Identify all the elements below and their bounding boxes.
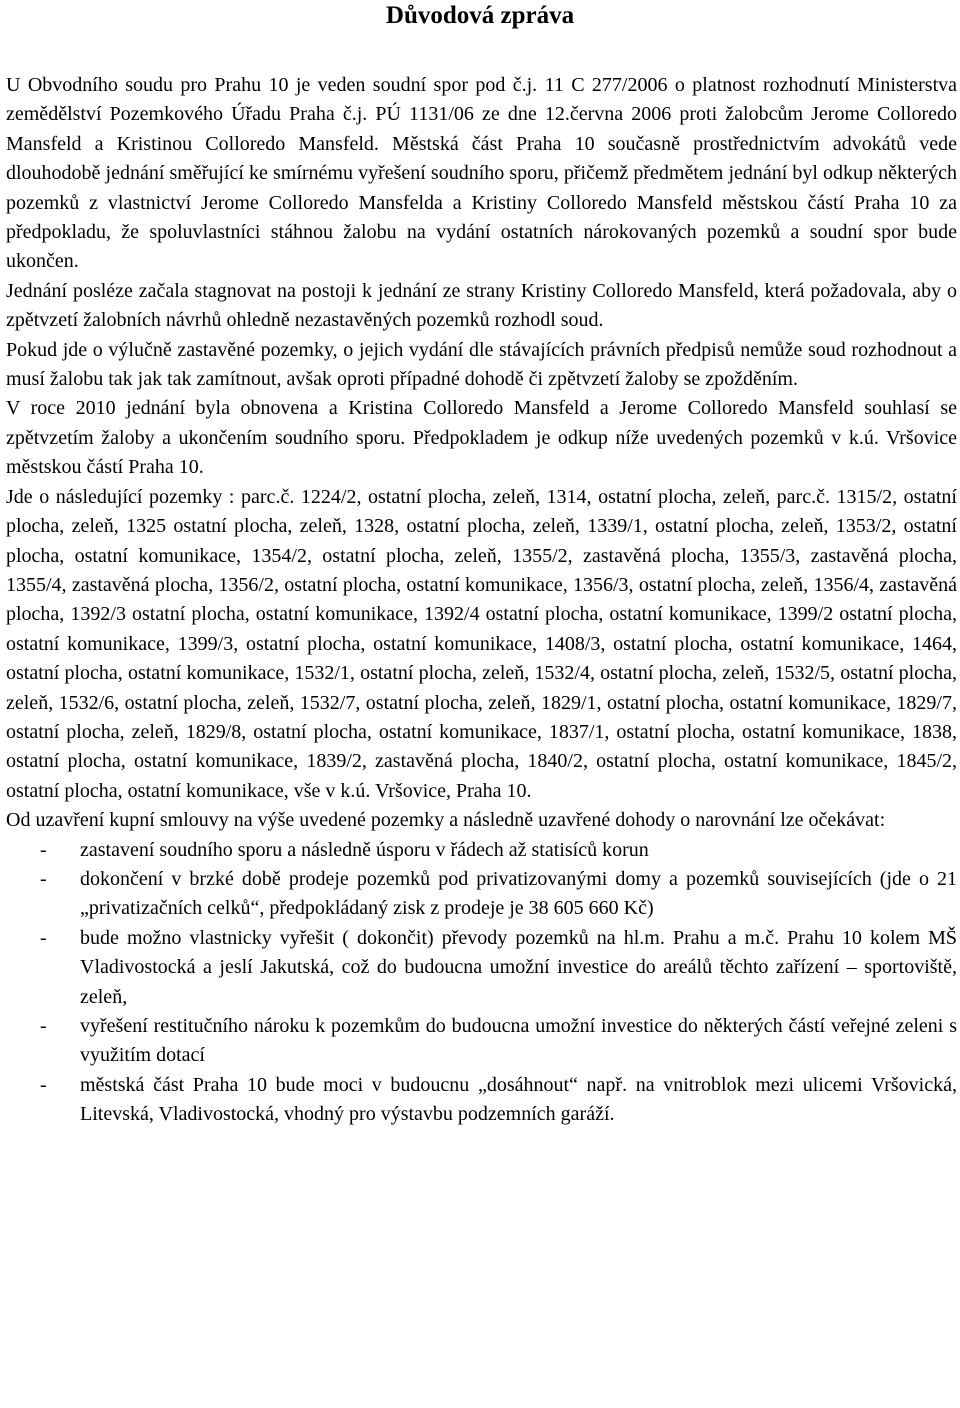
paragraph-built-plots: Pokud jde o výlučně zastavěné pozemky, o jejich vydání dle stávajících právních předpisů nemůže soud rozhodnout a musí žalobu tak jak tak zamítnout, avšak oproti případné dohodě či zpětvzetí žaloby se zpožděním.	[6, 338, 957, 391]
list-dash: -	[40, 1073, 47, 1096]
paragraph-stagnation: Jednání posléze začala stagnovat na postoji k jednání ze strany Kristiny Colloredo Mansfeld, která požadovala, aby o zpětvzetí žalobních návrhů ohledně nezastavěných pozemků rozhodl soud.	[6, 279, 957, 332]
list-item	[6, 865, 957, 924]
paragraph-expectations: Od uzavření kupní smlouvy na výše uvedené pozemky a následně uzavřené dohody o narovnání lze očekávat:	[6, 809, 886, 832]
list-item	[6, 1012, 957, 1071]
list-item-text: bude možno vlastnicky vyřešit ( dokončit) převody pozemků na hl.m. Prahu a m.č. Prahu 10 kolem MŠ Vladivostocká a jeslí Jakutská, což do budoucna umožní investice do areálů těchto zařízení – sportoviště, zeleň,	[80, 926, 957, 1008]
document-title: Důvodová zpráva	[385, 2, 575, 29]
list-item-text: vyřešení restitučního nároku k pozemkům do budoucna umožní investice do některých částí veřejné zeleni s využitím dotací	[80, 1015, 957, 1067]
list-dash: -	[40, 1015, 47, 1037]
list-item	[6, 924, 957, 1012]
list-item	[6, 1071, 957, 1130]
list-dash: -	[40, 926, 47, 949]
paragraph-2010-agreement: V roce 2010 jednání byla obnovena a Kristina Colloredo Mansfeld a Jerome Colloredo Mansfeld souhlasí se zpětvzetím žaloby a ukončením soudního sporu. Předpokladem je odkup níže uvedených pozemků v k.ú. Vršovice městskou částí Praha 10.	[6, 397, 957, 479]
paragraph-plot-list: Jde o následující pozemky : parc.č. 1224/2, ostatní plocha, zeleň, 1314, ostatní plocha, zeleň, parc.č. 1315/2, ostatní plocha, zeleň, 1325 ostatní plocha, zeleň, 1328, ostatní plocha, zeleň, 1339/1, ostatní plocha, zeleň, 1353/2, ostatní plocha, ostatní komunikace, 1354/2, ostatní plocha, zeleň, 1355/2, zastavěná plocha, 1355/3, zastavěná plocha, 1355/4, zastavěná plocha, 1356/2, ostatní plocha, ostatní komunikace, 1356/3, ostatní plocha, zeleň, 1356/4, zastavěná plocha, 1392/3 ostatní plocha, ostatní komunikace, 1392/4 ostatní plocha, ostatní komunikace, 1399/2 ostatní plocha, ostatní komunikace, 1399/3, ostatní plocha, ostatní komunikace, 1408/3, ostatní plocha, ostatní komunikace, 1464, ostatní plocha, ostatní komunikace, 1532/1, ostatní plocha, zeleň, 1532/4, ostatní plocha, zeleň, 1532/5, ostatní plocha, zeleň, 1532/6, ostatní plocha, zeleň, 1532/7, ostatní plocha, zeleň, 1829/1, ostatní plocha, ostatní komunikace, 1829/7, ostatní plocha, zeleň, 1829/8, ostatní plocha, ostatní komunikace, 1837/1, ostatní plocha, ostatní komunikace, 1838, ostatní plocha, ostatní komunikace, 1839/2, zastavěná plocha, 1840/2, ostatní plocha, ostatní komunikace, 1845/2, ostatní plocha, ostatní komunikace, vše v k.ú. Vršovice, Praha 10.	[6, 485, 957, 802]
paragraph-lawsuit: U Obvodního soudu pro Prahu 10 je veden soudní spor pod č.j. 11 C 277/2006 o platnost rozhodnutí Ministerstva zemědělství Pozemkového Úřadu Praha č.j. PÚ 1131/06 ze dne 12.června 2006 proti žalobcům Jerome Colloredo Mansfeld a Kristinou Colloredo Mansfeld. Městská část Praha 10 současně prostřednictvím advokátů vede dlouhodobě jednání směřující ke smírnému vyřešení soudního sporu, přičemž předmětem jednání byl odkup některých pozemků z vlastnictví Jerome Colloredo Mansfelda a Kristiny Colloredo Mansfeld městskou částí Praha 10 za předpokladu, že spoluvlastníci stáhnou žalobu na vydání ostatních nárokovaných pozemků a soudní spor bude ukončen.	[6, 74, 957, 273]
list-item-text: městská část Praha 10 bude moci v budoucnu „dosáhnout“ např. na vnitroblok mezi ulicemi Vršovická, Litevská, Vladivostocká, vhodný pro výstavbu podzemních garáží.	[80, 1073, 957, 1126]
list-dash: -	[40, 867, 47, 890]
list-item-text: zastavení soudního sporu a následně úsporu v řádech až statisíců korun	[80, 838, 649, 861]
list-dash: -	[40, 838, 47, 861]
list-item	[6, 836, 957, 865]
list-item-text: dokončení v brzké době prodeje pozemků pod privatizovanými domy a pozemků souvisejících (jde o 21 „privatizačních celků“, předpokládaný zisk z prodeje je 38 605 660 Kč)	[80, 867, 957, 920]
expectations-list	[6, 836, 957, 1130]
document-body	[6, 71, 957, 1130]
